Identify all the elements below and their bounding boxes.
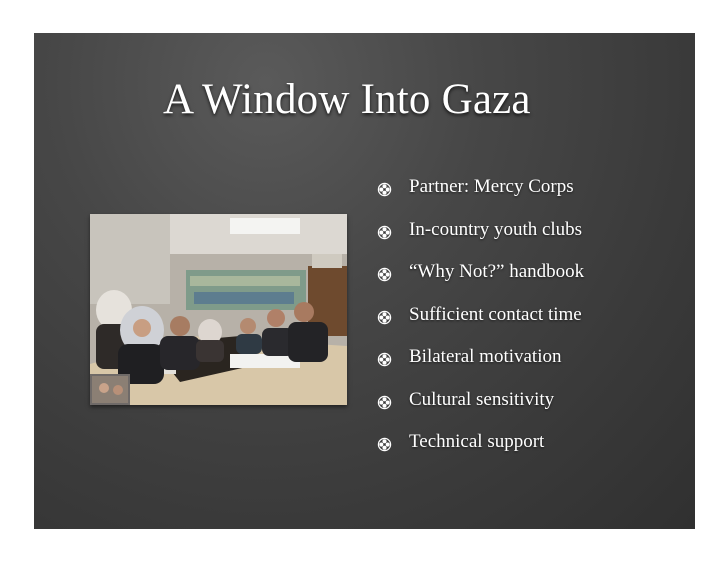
flower-bullet-icon: [377, 310, 392, 325]
bullet-text: “Why Not?” handbook: [409, 261, 585, 282]
slide: [34, 33, 695, 529]
flower-bullet-icon: [377, 225, 392, 240]
flower-bullet-icon: [377, 267, 392, 282]
video-conference-photo: [90, 214, 347, 405]
bullet-text: Cultural sensitivity: [409, 388, 555, 410]
bullet-text: Bilateral motivation: [409, 346, 562, 367]
bullet-text: Technical support: [409, 431, 545, 452]
bullet-text: Partner: Mercy Corps: [409, 176, 574, 197]
bullet-text: In-country youth clubs: [409, 218, 583, 240]
flower-bullet-icon: [377, 395, 392, 410]
bullet-text: Sufficient contact time: [409, 303, 582, 325]
slide-title: A Window Into Gaza: [163, 76, 531, 123]
flower-bullet-icon: [377, 182, 392, 197]
flower-bullet-icon: [377, 352, 392, 367]
flower-bullet-icon: [377, 437, 392, 452]
